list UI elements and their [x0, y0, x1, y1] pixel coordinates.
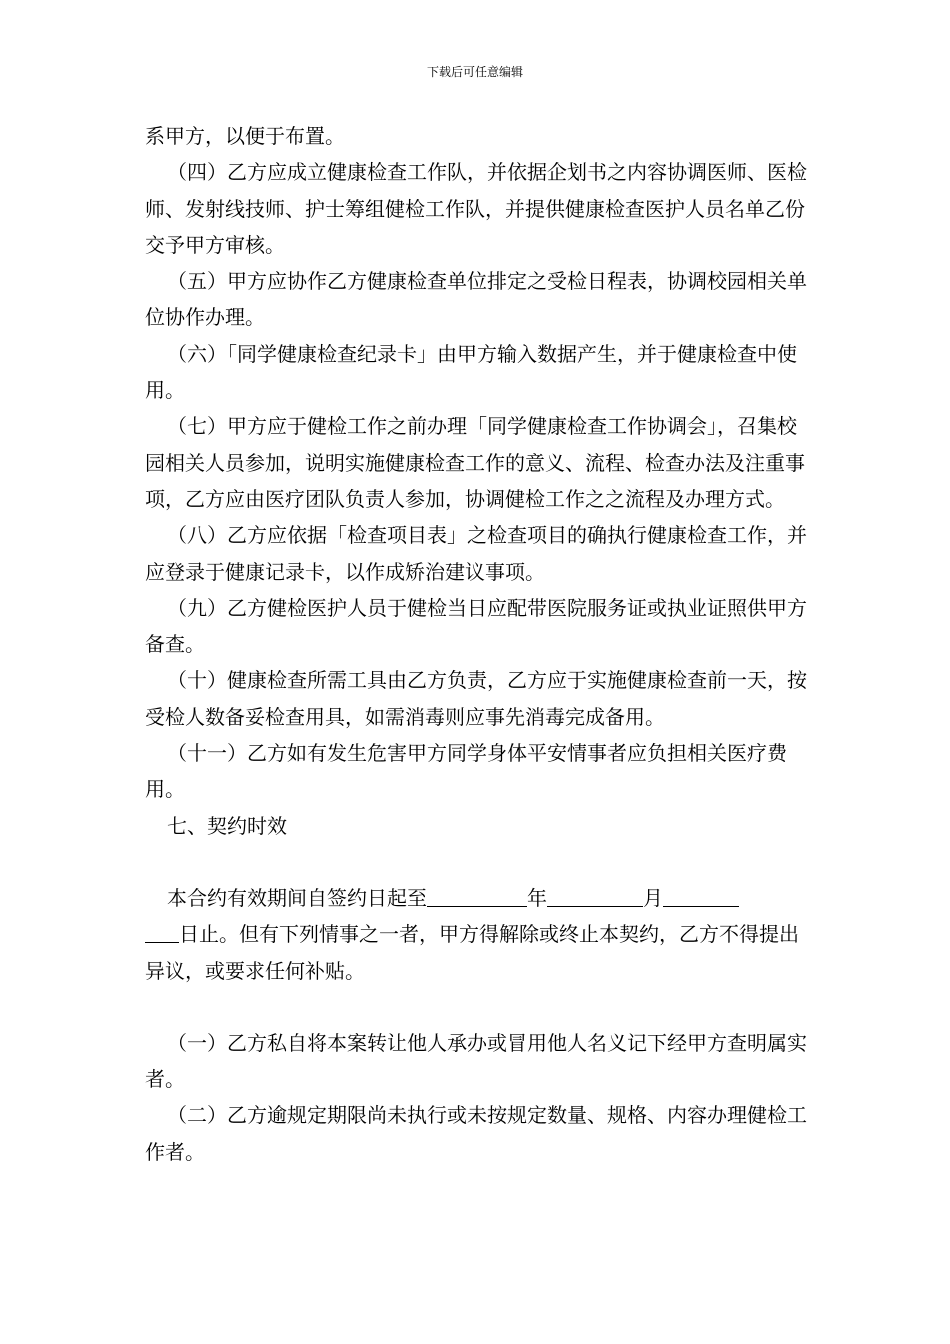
paragraph-continuation: 系甲方，以便于布置。 — [145, 124, 345, 148]
termination-clause-2: （二）乙方逾规定期限尚未执行或未按规定数量、规格、内容办理健检工作者。 — [145, 1103, 807, 1164]
year-label: 年 — [527, 885, 547, 910]
page-header: 下载后可任意编辑 — [426, 65, 523, 79]
document-body — [145, 118, 810, 1170]
spacer — [145, 844, 810, 880]
clause-4: （四）乙方应成立健康检查工作队，并依据企划书之内容协调医师、医检师、发射线技师、护士筹组健检工作队，并提供健康检查医护人员名单乙份交予甲方审核。 — [145, 160, 807, 257]
clause-8: （八）乙方应依据「检查项目表」之检查项目的确执行健康检查工作，并应登录于健康记录卡，以作成矫治建议事项。 — [145, 523, 807, 584]
validity-text-end: 日止。但有下列情事之一者，甲方得解除或终止本契约，乙方不得提出异议，或要求任何补贴。 — [145, 922, 799, 983]
clause-9: （九）乙方健检医护人员于健检当日应配带医院服务证或执业证照供甲方备查。 — [145, 595, 807, 657]
blank-month-field — [547, 886, 643, 907]
spacer — [145, 989, 810, 1025]
blank-day-field-start — [663, 886, 739, 907]
validity-paragraph — [145, 880, 810, 989]
blank-day-field-end — [145, 922, 179, 943]
month-label: 月 — [643, 885, 663, 910]
blank-year-field — [427, 886, 527, 907]
validity-text-start: 本合约有效期间自签约日起至 — [167, 885, 427, 910]
clause-10: （十）健康检查所需工具由乙方负责，乙方应于实施健康检查前一天，按受检人数备妥检查用具，如需消毒则应事先消毒完成备用。 — [145, 668, 807, 729]
clause-7: （七）甲方应于健检工作之前办理「同学健康检查工作协调会」，召集校园相关人员参加，说明实施健康检查工作的意义、流程、检查办法及注重事项，乙方应由医疗团队负责人参加，协调健检工作之之流程及办理方式。 — [145, 414, 805, 511]
section-heading: 七、契约时效 — [167, 813, 287, 838]
termination-clause-1: （一）乙方私自将本案转让他人承办或冒用他人名义记下经甲方查明属实者。 — [145, 1030, 807, 1092]
clause-5: （五）甲方应协作乙方健康检查单位排定之受检日程表，协调校园相关单位协作办理。 — [145, 269, 807, 330]
clause-6: （六）「同学健康检查纪录卡」由甲方输入数据产生，并于健康检查中使用。 — [145, 341, 797, 403]
clause-11: （十一）乙方如有发生危害甲方同学身体平安情事者应负担相关医疗费用。 — [145, 741, 787, 802]
